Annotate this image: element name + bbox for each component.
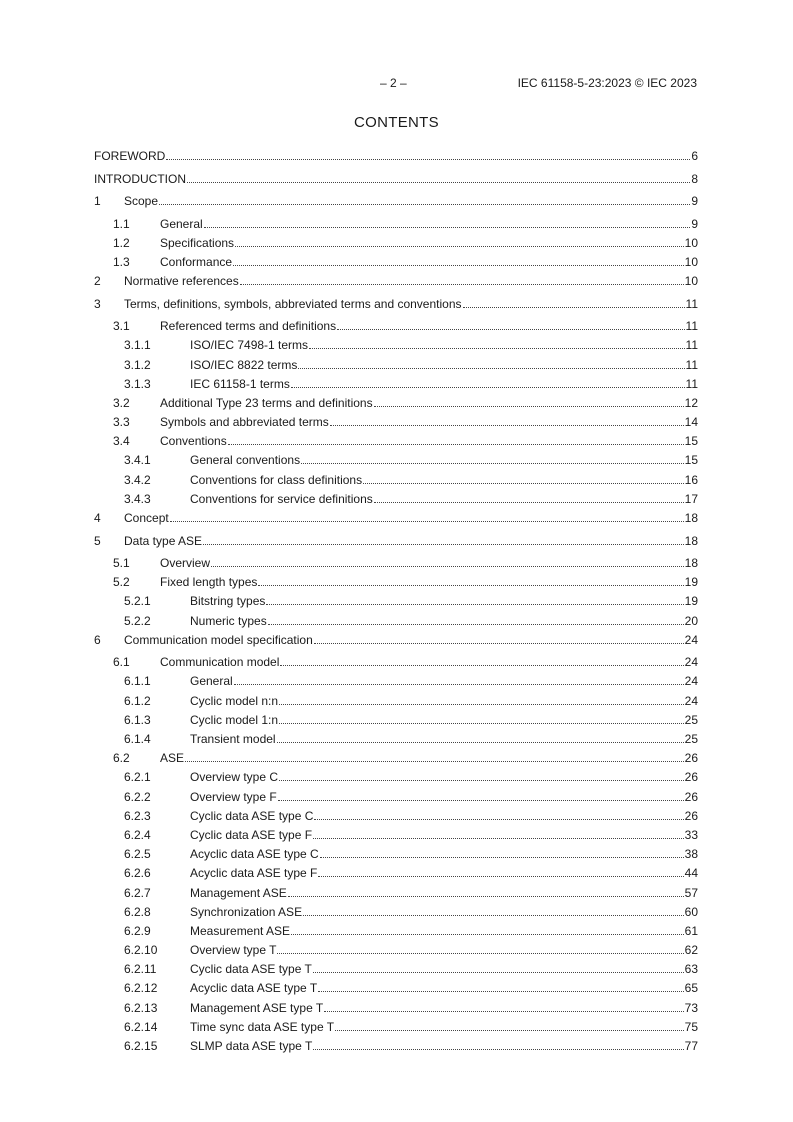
toc-entry-link[interactable]	[160, 575, 698, 589]
toc-entry-number: 6	[94, 632, 101, 647]
toc-entry-number: 3.1.2	[124, 357, 151, 372]
dot-leader	[291, 386, 685, 388]
toc-entry[interactable]	[94, 374, 698, 393]
dot-leader	[279, 703, 684, 705]
dot-leader	[279, 722, 684, 724]
toc-entry-page: 11	[685, 376, 698, 391]
toc-entry[interactable]	[94, 553, 698, 572]
toc-entry-link[interactable]	[190, 962, 698, 976]
standard-reference: IEC 61158-5-23:2023 © IEC 2023	[517, 76, 697, 90]
dot-leader	[288, 895, 684, 897]
dot-leader	[228, 443, 684, 445]
toc-entry-link[interactable]	[190, 943, 698, 957]
toc-entry-number: 1	[94, 194, 101, 209]
toc-entry[interactable]	[94, 431, 698, 450]
toc-entry[interactable]	[94, 354, 698, 373]
toc-entry-page: 16	[684, 472, 698, 487]
toc-entry-page: 63	[684, 962, 698, 977]
toc-entry-page: 12	[684, 395, 698, 410]
toc-entry-link[interactable]	[190, 594, 698, 608]
toc-entry-label: Conventions	[160, 434, 227, 449]
toc-entry-link[interactable]	[190, 1039, 698, 1053]
toc-entry-page: 73	[684, 1000, 698, 1015]
toc-entry-page: 18	[684, 511, 698, 526]
toc-entry-page: 77	[684, 1039, 698, 1053]
dot-leader	[203, 543, 684, 545]
dot-leader	[374, 405, 684, 407]
toc-entry-number: 3.4.3	[124, 491, 151, 506]
dot-leader	[234, 683, 684, 685]
contents-title: CONTENTS	[354, 114, 439, 131]
toc-entry-page: 24	[684, 674, 698, 689]
toc-entry-link[interactable]	[190, 713, 698, 727]
dot-leader	[301, 462, 684, 464]
toc-entry-label: Management ASE type T	[190, 1000, 324, 1015]
toc-entry-label: Communication model	[160, 655, 280, 670]
toc-entry-page: 9	[691, 194, 698, 209]
table-of-contents	[94, 146, 698, 1055]
toc-entry-link[interactable]	[190, 790, 698, 804]
toc-entry-number: 6.2.1	[124, 770, 151, 785]
dot-leader	[298, 367, 684, 369]
toc-entry-link[interactable]	[160, 217, 698, 231]
toc-entry-label: Scope	[124, 194, 159, 209]
toc-entry[interactable]	[94, 1017, 698, 1036]
toc-entry-page: 26	[684, 808, 698, 823]
toc-entry-label: Overview type F	[190, 789, 277, 804]
toc-entry-link[interactable]	[160, 434, 698, 448]
dot-leader	[280, 664, 683, 666]
toc-entry[interactable]	[94, 530, 698, 549]
toc-entry-label: Data type ASE	[124, 533, 203, 548]
toc-entry[interactable]	[94, 978, 698, 997]
toc-entry-number: 3.1.3	[124, 376, 151, 391]
toc-entry-number: 6.1.4	[124, 732, 151, 746]
toc-entry-number: 6.2.6	[124, 866, 151, 881]
toc-entry-link[interactable]	[160, 255, 698, 269]
dot-leader	[170, 520, 684, 522]
toc-entry-number: 1.3	[113, 255, 130, 270]
toc-entry-label: Overview type C	[190, 770, 279, 785]
toc-entry-label: Normative references	[124, 274, 239, 289]
toc-entry-page: 9	[691, 216, 698, 231]
dot-leader	[185, 760, 684, 762]
toc-entry-number: 5	[94, 533, 101, 548]
toc-entry-page: 61	[684, 923, 698, 938]
toc-entry-number: 6.1.1	[124, 674, 151, 689]
toc-entry-label: INTRODUCTION	[94, 171, 186, 186]
toc-entry[interactable]	[94, 191, 698, 210]
toc-entry-label: Acyclic data ASE type F	[190, 866, 318, 881]
toc-entry-label: Transient model	[190, 732, 276, 746]
toc-entry-label: General	[160, 216, 203, 231]
toc-entry-page: 11	[685, 338, 698, 353]
toc-entry-label: General conventions	[190, 453, 301, 468]
toc-entry-number: 2	[94, 274, 101, 289]
toc-entry-label: Cyclic data ASE type C	[190, 808, 314, 823]
toc-entry-link[interactable]	[190, 981, 698, 995]
toc-entry-number: 5.2.1	[124, 594, 151, 609]
toc-entry-link[interactable]	[160, 396, 698, 410]
toc-entry-link[interactable]	[190, 492, 698, 506]
toc-entry-page: 11	[685, 319, 698, 334]
toc-entry-label: Overview	[160, 556, 211, 571]
toc-entry[interactable]	[94, 489, 698, 508]
toc-entry[interactable]	[94, 508, 698, 527]
dot-leader	[324, 1010, 683, 1012]
toc-entry-label: Overview type T	[190, 943, 277, 958]
toc-entry-label: Synchronization ASE	[190, 904, 303, 919]
toc-entry[interactable]	[94, 271, 698, 290]
toc-entry-number: 3.4.2	[124, 472, 151, 487]
toc-entry[interactable]	[94, 146, 698, 165]
toc-entry-label: Conventions for class definitions	[190, 472, 363, 487]
dot-leader	[278, 799, 684, 801]
toc-entry-number: 6.2.10	[124, 943, 158, 958]
toc-entry-label: IEC 61158-1 terms	[190, 376, 290, 391]
toc-entry-link[interactable]	[190, 886, 698, 900]
toc-entry-page: 24	[684, 693, 698, 708]
dot-leader	[277, 952, 683, 954]
toc-entry-number: 6.2.13	[124, 1000, 158, 1015]
toc-entry-page: 65	[684, 981, 698, 996]
toc-entry[interactable]	[94, 959, 698, 978]
toc-entry-number: 6.2.5	[124, 847, 151, 862]
toc-entry-label: Cyclic model 1:n	[190, 712, 279, 727]
toc-entry-number: 3.3	[113, 415, 130, 430]
toc-entry-page: 26	[684, 751, 698, 766]
toc-entry-page: 11	[685, 357, 698, 372]
page-number: – 2 –	[380, 76, 407, 90]
dot-leader	[211, 565, 684, 567]
dot-leader	[204, 226, 691, 228]
toc-entry-number: 3.1	[113, 319, 130, 334]
dot-leader	[235, 245, 684, 247]
toc-entry[interactable]	[94, 591, 698, 610]
dot-leader	[279, 779, 684, 781]
toc-entry-link[interactable]	[190, 473, 698, 487]
dot-leader	[268, 623, 684, 625]
toc-entry[interactable]	[94, 652, 698, 671]
toc-entry-label: SLMP data ASE type T	[190, 1039, 313, 1053]
toc-entry-number: 5.1	[113, 556, 130, 571]
toc-entry-number: 6.2.4	[124, 827, 151, 842]
toc-entry-label: Cyclic data ASE type F	[190, 827, 313, 842]
toc-entry-label: Time sync data ASE type T	[190, 1019, 335, 1034]
toc-entry-number: 6.1.3	[124, 712, 151, 727]
toc-entry-link[interactable]	[94, 149, 698, 163]
toc-entry-label: Terms, definitions, symbols, abbreviated terms and conventions	[124, 296, 462, 311]
toc-entry-number: 6.2.3	[124, 808, 151, 823]
toc-entry-link[interactable]	[190, 338, 698, 352]
toc-entry-page: 15	[684, 434, 698, 449]
dot-leader	[318, 875, 683, 877]
toc-entry[interactable]	[94, 610, 698, 629]
toc-entry-number: 6.2.15	[124, 1039, 158, 1053]
toc-entry-label: ASE	[160, 751, 185, 766]
toc-entry[interactable]	[94, 921, 698, 940]
toc-entry-link[interactable]	[190, 694, 698, 708]
dot-leader	[463, 306, 685, 308]
toc-entry-label: Bitstring types	[190, 594, 266, 609]
toc-entry[interactable]	[94, 710, 698, 729]
toc-entry[interactable]	[94, 233, 698, 252]
toc-entry-label: ISO/IEC 7498-1 terms	[190, 338, 309, 353]
toc-entry[interactable]	[94, 572, 698, 591]
toc-entry-label: Symbols and abbreviated terms	[160, 415, 329, 430]
toc-entry-number: 6.2.14	[124, 1019, 158, 1034]
toc-entry-page: 62	[684, 943, 698, 958]
toc-entry[interactable]	[94, 294, 698, 313]
toc-entry-page: 25	[684, 732, 698, 746]
toc-entry-link[interactable]	[190, 924, 698, 938]
toc-entry[interactable]	[94, 450, 698, 469]
toc-entry-number: 5.2	[113, 575, 130, 590]
toc-entry-number: 4	[94, 511, 101, 526]
toc-entry-link[interactable]	[190, 614, 698, 628]
toc-entry-label: Concept	[124, 511, 169, 526]
toc-entry-page: 25	[684, 712, 698, 727]
toc-entry-number: 3.1.1	[124, 338, 151, 353]
toc-entry-number: 6.2.2	[124, 789, 151, 804]
toc-entry-page: 6	[691, 149, 698, 164]
toc-entry-page: 44	[684, 866, 698, 881]
dot-leader	[314, 642, 684, 644]
dot-leader	[330, 424, 684, 426]
toc-entry-label: Numeric types	[190, 613, 267, 628]
toc-entry-label: Communication model specification	[124, 632, 313, 647]
toc-entry-label: Measurement ASE	[190, 923, 291, 938]
toc-entry-label: Management ASE	[190, 885, 287, 900]
toc-entry[interactable]	[94, 469, 698, 488]
toc-entry-label: Specifications	[160, 235, 235, 250]
toc-entry-page: 20	[684, 613, 698, 628]
toc-entry-label: General	[190, 674, 233, 689]
dot-leader	[313, 837, 684, 839]
toc-entry-number: 3.2	[113, 395, 130, 410]
toc-entry-label: ISO/IEC 8822 terms	[190, 357, 298, 372]
dot-leader	[335, 1029, 684, 1031]
toc-entry-number: 6.2.12	[124, 981, 158, 996]
toc-entry-label: Cyclic model n:n	[190, 693, 279, 708]
toc-entry-label: Acyclic data ASE type T	[190, 981, 318, 996]
toc-entry-link[interactable]	[124, 511, 698, 525]
dot-leader	[374, 501, 684, 503]
toc-entry-number: 1.1	[113, 216, 130, 231]
toc-entry[interactable]	[94, 168, 698, 187]
toc-entry-number: 6.1.2	[124, 693, 151, 708]
toc-entry-label: Conformance	[160, 255, 233, 270]
toc-entry[interactable]	[94, 748, 698, 767]
toc-entry[interactable]	[94, 1036, 698, 1055]
toc-entry-page: 11	[685, 296, 698, 311]
toc-entry[interactable]	[94, 213, 698, 232]
toc-entry-page: 10	[684, 255, 698, 270]
toc-entry-link[interactable]	[190, 905, 698, 919]
dot-leader	[309, 347, 684, 349]
toc-entry-link[interactable]	[124, 534, 698, 548]
dot-leader	[291, 933, 684, 935]
toc-entry-link[interactable]	[190, 828, 698, 842]
toc-entry-number: 6.2	[113, 751, 130, 766]
toc-entry-page: 8	[691, 171, 698, 186]
toc-entry-page: 60	[684, 904, 698, 919]
dot-leader	[313, 971, 684, 973]
toc-entry[interactable]	[94, 252, 698, 271]
toc-entry-number: 5.2.2	[124, 613, 151, 628]
toc-entry-link[interactable]	[190, 770, 698, 784]
toc-entry-link[interactable]	[160, 236, 698, 250]
toc-entry-number: 6.2.8	[124, 904, 151, 919]
toc-entry-link[interactable]	[124, 297, 698, 311]
toc-entry-page: 24	[684, 632, 698, 647]
toc-entry-page: 14	[684, 415, 698, 430]
toc-entry-page: 15	[684, 453, 698, 468]
toc-entry-number: 3.4	[113, 434, 130, 449]
dot-leader	[314, 818, 683, 820]
toc-entry-page: 24	[684, 655, 698, 670]
toc-entry-link[interactable]	[190, 809, 698, 823]
toc-entry-label: Fixed length types	[160, 575, 258, 590]
toc-entry-link[interactable]	[190, 866, 698, 880]
dot-leader	[258, 584, 683, 586]
toc-entry-link[interactable]	[190, 1001, 698, 1015]
toc-entry[interactable]	[94, 412, 698, 431]
toc-entry[interactable]	[94, 902, 698, 921]
toc-entry-number: 6.2.9	[124, 923, 151, 938]
toc-entry-number: 1.2	[113, 235, 130, 250]
toc-entry[interactable]	[94, 316, 698, 335]
toc-entry-link[interactable]	[160, 556, 698, 570]
dot-leader	[318, 990, 683, 992]
toc-entry-label: Acyclic data ASE type C	[190, 847, 319, 862]
dot-leader	[313, 1048, 683, 1050]
dot-leader	[233, 264, 684, 266]
toc-entry-page: 33	[684, 827, 698, 842]
dot-leader	[187, 181, 690, 183]
page-header	[0, 76, 793, 92]
toc-entry[interactable]	[94, 825, 698, 844]
dot-leader	[303, 914, 684, 916]
toc-entry-page: 38	[684, 847, 698, 862]
dot-leader	[320, 856, 684, 858]
toc-entry-page: 19	[684, 594, 698, 609]
toc-entry[interactable]	[94, 863, 698, 882]
toc-entry[interactable]	[94, 806, 698, 825]
toc-entry-link[interactable]	[190, 732, 698, 746]
toc-entry-label: Cyclic data ASE type T	[190, 962, 312, 977]
dot-leader	[337, 328, 684, 330]
dot-leader	[266, 603, 683, 605]
toc-entry-link[interactable]	[124, 274, 698, 288]
toc-entry[interactable]	[94, 690, 698, 709]
toc-entry[interactable]	[94, 393, 698, 412]
toc-entry-number: 6.2.11	[124, 962, 157, 977]
toc-entry-link[interactable]	[124, 633, 698, 647]
toc-entry-label: Additional Type 23 terms and definitions	[160, 395, 373, 410]
toc-entry-number: 6.2.7	[124, 885, 151, 900]
toc-entry-link[interactable]	[160, 751, 698, 765]
toc-entry-page: 75	[684, 1019, 698, 1034]
toc-entry-page: 18	[684, 556, 698, 571]
toc-entry[interactable]	[94, 997, 698, 1016]
toc-entry-page: 18	[684, 533, 698, 548]
toc-entry-link[interactable]	[160, 415, 698, 429]
toc-entry-page: 10	[684, 235, 698, 250]
toc-entry[interactable]	[94, 940, 698, 959]
toc-entry-page: 26	[684, 770, 698, 785]
toc-entry-page: 17	[684, 491, 698, 506]
dot-leader	[240, 283, 684, 285]
toc-entry-link[interactable]	[124, 194, 698, 208]
toc-entry[interactable]	[94, 786, 698, 805]
toc-entry-link[interactable]	[190, 453, 698, 467]
toc-entry-number: 3.4.1	[124, 453, 151, 468]
dot-leader	[166, 158, 690, 160]
toc-entry-link[interactable]	[190, 1020, 698, 1034]
toc-entry-link[interactable]	[160, 319, 698, 333]
toc-entry[interactable]	[94, 335, 698, 354]
dot-leader	[277, 741, 684, 743]
toc-entry[interactable]	[94, 729, 698, 748]
toc-entry-link[interactable]	[190, 358, 698, 372]
toc-entry-number: 6.1	[113, 655, 130, 670]
dot-leader	[363, 482, 684, 484]
toc-entry[interactable]	[94, 630, 698, 649]
toc-entry-link[interactable]	[160, 655, 698, 669]
toc-entry[interactable]	[94, 671, 698, 690]
toc-entry-link[interactable]	[190, 674, 698, 688]
toc-entry[interactable]	[94, 882, 698, 901]
toc-entry-page: 19	[684, 575, 698, 590]
toc-entry-link[interactable]	[190, 377, 698, 391]
toc-entry-number: 3	[94, 296, 101, 311]
toc-entry-link[interactable]	[190, 847, 698, 861]
dot-leader	[159, 203, 690, 205]
toc-entry-label: Conventions for service definitions	[190, 491, 373, 506]
toc-entry-page: 57	[684, 885, 698, 900]
toc-entry-label: FOREWORD	[94, 149, 166, 164]
toc-entry-label: Referenced terms and definitions	[160, 319, 337, 334]
toc-entry-page: 26	[684, 789, 698, 804]
toc-entry-link[interactable]	[94, 172, 698, 186]
toc-entry-page: 10	[684, 274, 698, 289]
toc-entry[interactable]	[94, 767, 698, 786]
toc-entry[interactable]	[94, 844, 698, 863]
